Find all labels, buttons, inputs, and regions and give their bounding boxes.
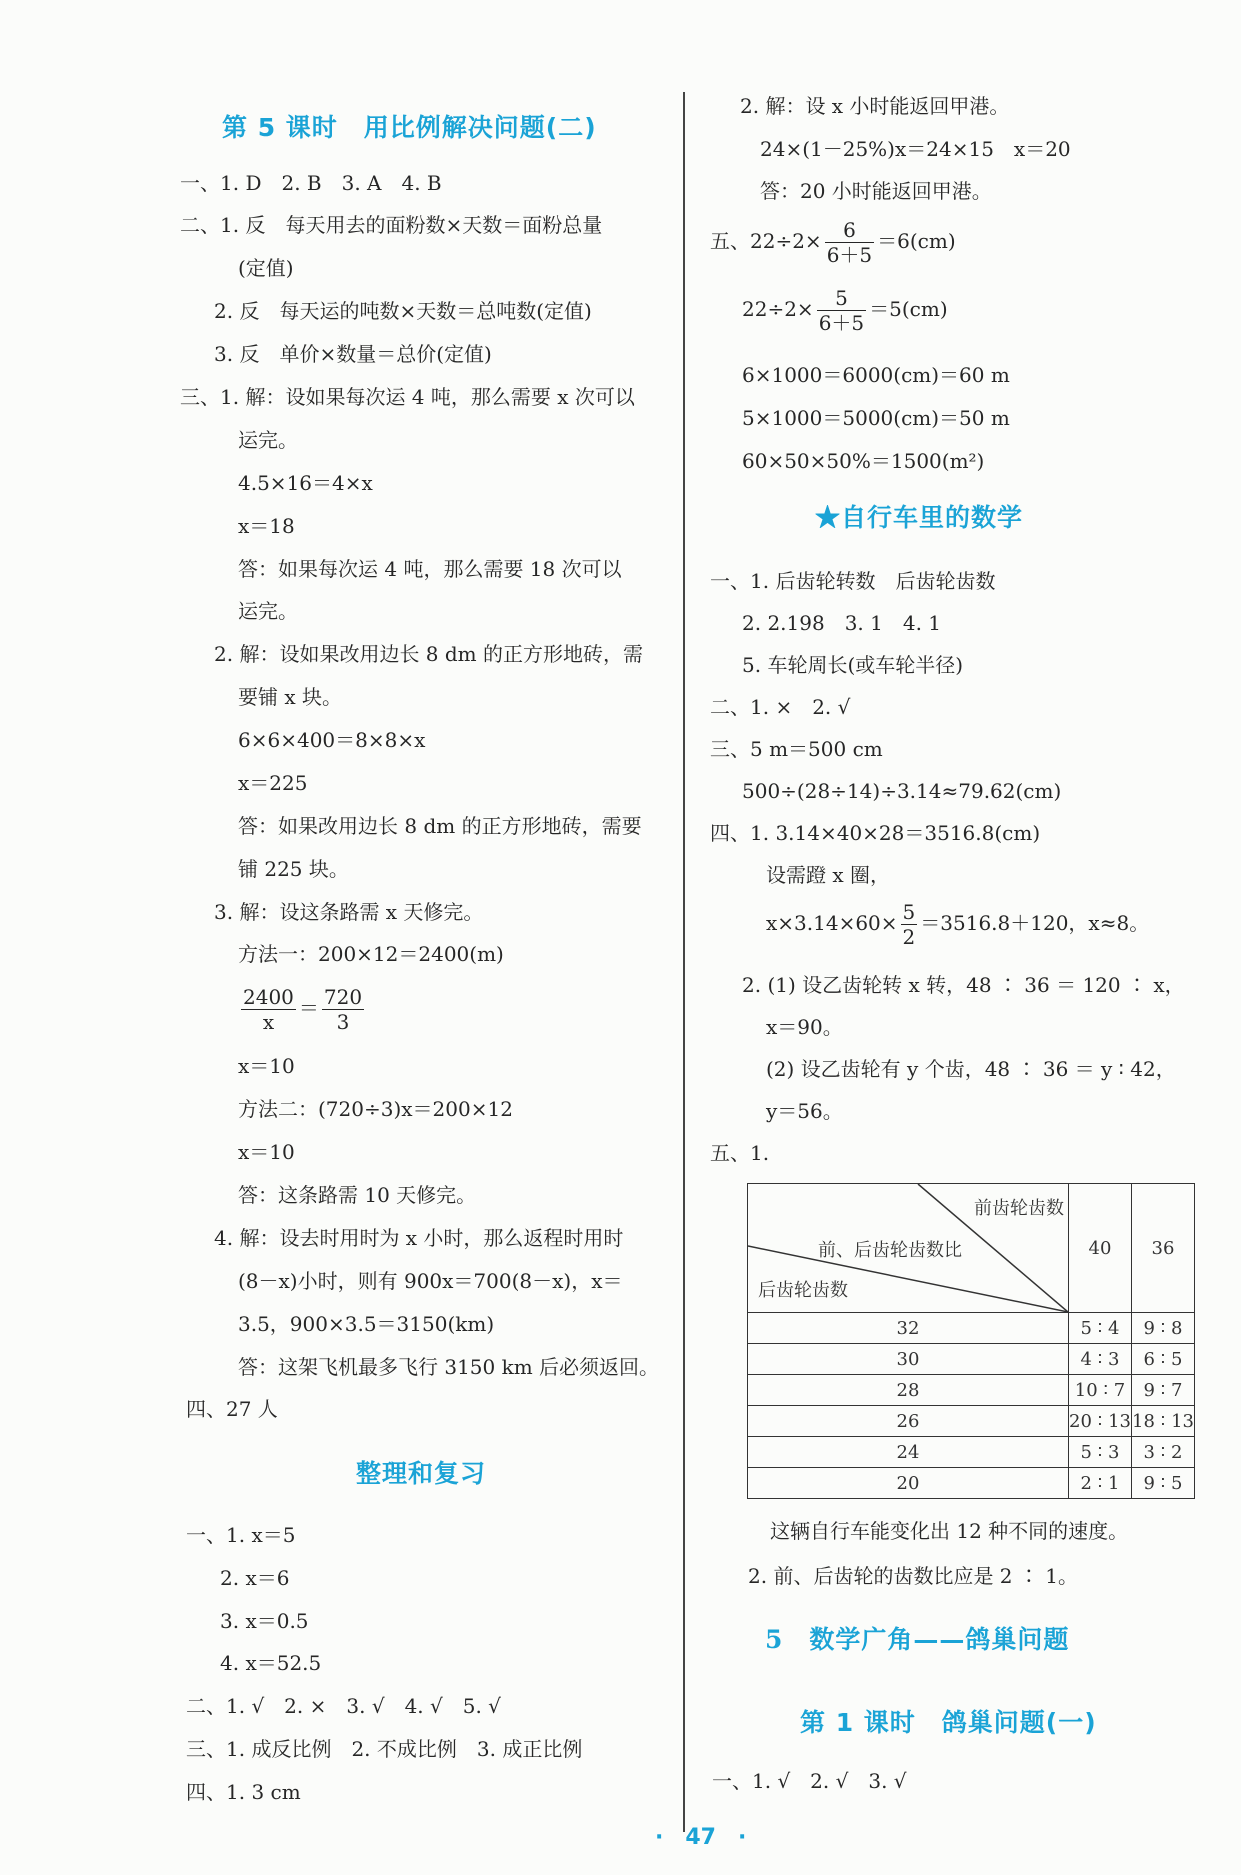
answer-line: 3. x＝0.5 xyxy=(220,1609,309,1633)
answer-line: 要铺 x 块。 xyxy=(238,685,342,709)
star-icon: ★ xyxy=(815,503,842,532)
table-row: 30 4 ∶ 3 6 ∶ 5 xyxy=(748,1344,1195,1375)
chapter-heading: 5 数学广角——鸽巢问题 xyxy=(765,1625,1070,1654)
answer-line: 答：这架飞机最多飞行 3150 km 后必须返回。 xyxy=(238,1355,660,1379)
fraction-equation: $\frac{2400}{x}$ ＝ $\frac{720}{3}$ xyxy=(243,985,363,1034)
table-row: 20 2 ∶ 1 9 ∶ 5 xyxy=(748,1468,1195,1499)
table-row: 28 10 ∶ 7 9 ∶ 7 xyxy=(748,1375,1195,1406)
answer-line: 铺 225 块。 xyxy=(238,857,349,881)
diagonal-header-cell xyxy=(748,1184,1069,1313)
review-heading: 整理和复习 xyxy=(356,1459,487,1488)
answer-line: 一、1. x＝5 xyxy=(186,1523,296,1547)
column-header: 40 xyxy=(1069,1184,1132,1313)
answer-line: 四、27 人 xyxy=(186,1397,278,1421)
answer-line: 四、1. 3.14×40×28＝3516.8(cm) xyxy=(710,821,1041,845)
answer-line: 运完。 xyxy=(238,599,298,623)
answer-line: 6×1000＝6000(cm)＝60 m xyxy=(742,363,1010,387)
answer-line: x＝10 xyxy=(238,1140,295,1164)
lesson-heading: 第 5 课时 用比例解决问题(二) xyxy=(222,113,597,142)
answer-line: 一、1. 后齿轮转数 后齿轮齿数 xyxy=(710,569,996,593)
answer-line: 2. 解：设 x 小时能返回甲港。 xyxy=(740,94,1010,118)
answer-line: 2. 前、后齿轮的齿数比应是 2 ∶ 1。 xyxy=(748,1564,1078,1588)
answer-line: x＝90。 xyxy=(766,1015,843,1039)
answer-line: 答：这条路需 10 天修完。 xyxy=(238,1183,477,1207)
fraction-equation: 22÷2× $\frac{5}{6+5}$ ＝5(cm) xyxy=(742,286,948,335)
answer-line: 四、1. 3 cm xyxy=(186,1780,301,1804)
answer-line: y＝56。 xyxy=(766,1099,843,1123)
gear-ratio-table xyxy=(747,1183,1195,1499)
answer-line: 2. 解：设如果改用边长 8 dm 的正方形地砖，需 xyxy=(214,642,644,666)
answer-line: 3. 反 单价×数量＝总价(定值) xyxy=(214,342,492,366)
answer-line: (2) 设乙齿轮有 y 个齿，48 ∶ 36 ＝ y ∶ 42， xyxy=(766,1057,1176,1081)
answer-line: (定值) xyxy=(238,256,294,280)
answer-line: x＝10 xyxy=(238,1054,295,1078)
fraction-equation: x×3.14×60× $\frac{5}{2}$ ＝3516.8＋120，x≈8。 xyxy=(766,900,1150,949)
answer-line: 一、1. √ 2. √ 3. √ xyxy=(712,1769,907,1793)
answer-line: 2. 2.198 3. 1 4. 1 xyxy=(742,611,942,635)
table-row: 24 5 ∶ 3 3 ∶ 2 xyxy=(748,1437,1195,1468)
answer-line: 3.5，900×3.5＝3150(km) xyxy=(238,1312,495,1336)
answer-line: 这辆自行车能变化出 12 种不同的速度。 xyxy=(770,1519,1129,1543)
bicycle-math-heading: ★自行车里的数学 xyxy=(815,503,1024,532)
answer-line: 答：如果改用边长 8 dm 的正方形地砖，需要 xyxy=(238,814,642,838)
answer-line: 答：如果每次运 4 吨，那么需要 18 次可以 xyxy=(238,557,622,581)
page-number: · 47 · xyxy=(655,1825,747,1850)
answer-line: 答：20 小时能返回甲港。 xyxy=(760,179,992,203)
answer-line: 二、1. 反 每天用去的面粉数×天数＝面粉总量 xyxy=(180,213,603,237)
answer-line: 方法二：(720÷3)x＝200×12 xyxy=(238,1097,513,1121)
table-row: 26 20 ∶ 13 18 ∶ 13 xyxy=(748,1406,1195,1437)
answer-line: 三、5 m＝500 cm xyxy=(710,737,883,761)
answer-line: 2. x＝6 xyxy=(220,1566,290,1590)
answer-line: 二、1. √ 2. × 3. √ 4. √ 5. √ xyxy=(186,1694,501,1718)
answer-line: 设需蹬 x 圈， xyxy=(766,863,890,887)
answer-line: 二、1. × 2. √ xyxy=(710,695,851,719)
lesson-heading: 第 1 课时 鸽巢问题(一) xyxy=(800,1708,1097,1737)
answer-line: 24×(1－25%)x＝24×15 x＝20 xyxy=(760,137,1071,161)
fraction-equation: 五、22÷2× $\frac{6}{6+5}$ ＝6(cm) xyxy=(710,218,956,267)
answer-line: 一、1. D 2. B 3. A 4. B xyxy=(180,171,442,195)
answer-line: 2. 反 每天运的吨数×天数＝总吨数(定值) xyxy=(214,299,592,323)
answer-line: 三、1. 解：设如果每次运 4 吨，那么需要 x 次可以 xyxy=(180,385,635,409)
answer-line: 5. 车轮周长(或车轮半径) xyxy=(742,653,964,677)
answer-line: 3. 解：设这条路需 x 天修完。 xyxy=(214,900,484,924)
answer-line: 4. 解：设去时用时为 x 小时，那么返程时用时 xyxy=(214,1226,624,1250)
answer-line: 方法一：200×12＝2400(m) xyxy=(238,942,504,966)
answer-line: 4. x＝52.5 xyxy=(220,1651,322,1675)
answer-line: x＝18 xyxy=(238,514,295,538)
answer-line: 4.5×16＝4×x xyxy=(238,471,373,495)
header-rear-gear: 后齿轮齿数 xyxy=(758,1280,848,1301)
answer-line: 五、1. xyxy=(710,1141,770,1165)
answer-line: 2. (1) 设乙齿轮转 x 转，48 ∶ 36 ＝ 120 ∶ x， xyxy=(742,973,1185,997)
answer-line: 6×6×400＝8×8×x xyxy=(238,728,426,752)
header-front-gear: 前齿轮齿数 xyxy=(974,1198,1064,1219)
answer-line: 5×1000＝5000(cm)＝50 m xyxy=(742,406,1010,430)
answer-line: 三、1. 成反比例 2. 不成比例 3. 成正比例 xyxy=(186,1737,583,1761)
answer-line: 500÷(28÷14)÷3.14≈79.62(cm) xyxy=(742,779,1062,803)
table-row: 32 5 ∶ 4 9 ∶ 8 xyxy=(748,1313,1195,1344)
column-header: 36 xyxy=(1132,1184,1195,1313)
answer-line: (8－x)小时，则有 900x＝700(8－x)，x＝ xyxy=(238,1269,623,1293)
answer-line: 60×50×50%＝1500(m²) xyxy=(742,449,985,473)
header-ratio: 前、后齿轮齿数比 xyxy=(818,1240,962,1261)
answer-line: x＝225 xyxy=(238,771,308,795)
column-divider xyxy=(683,92,685,1832)
answer-line: 运完。 xyxy=(238,428,298,452)
